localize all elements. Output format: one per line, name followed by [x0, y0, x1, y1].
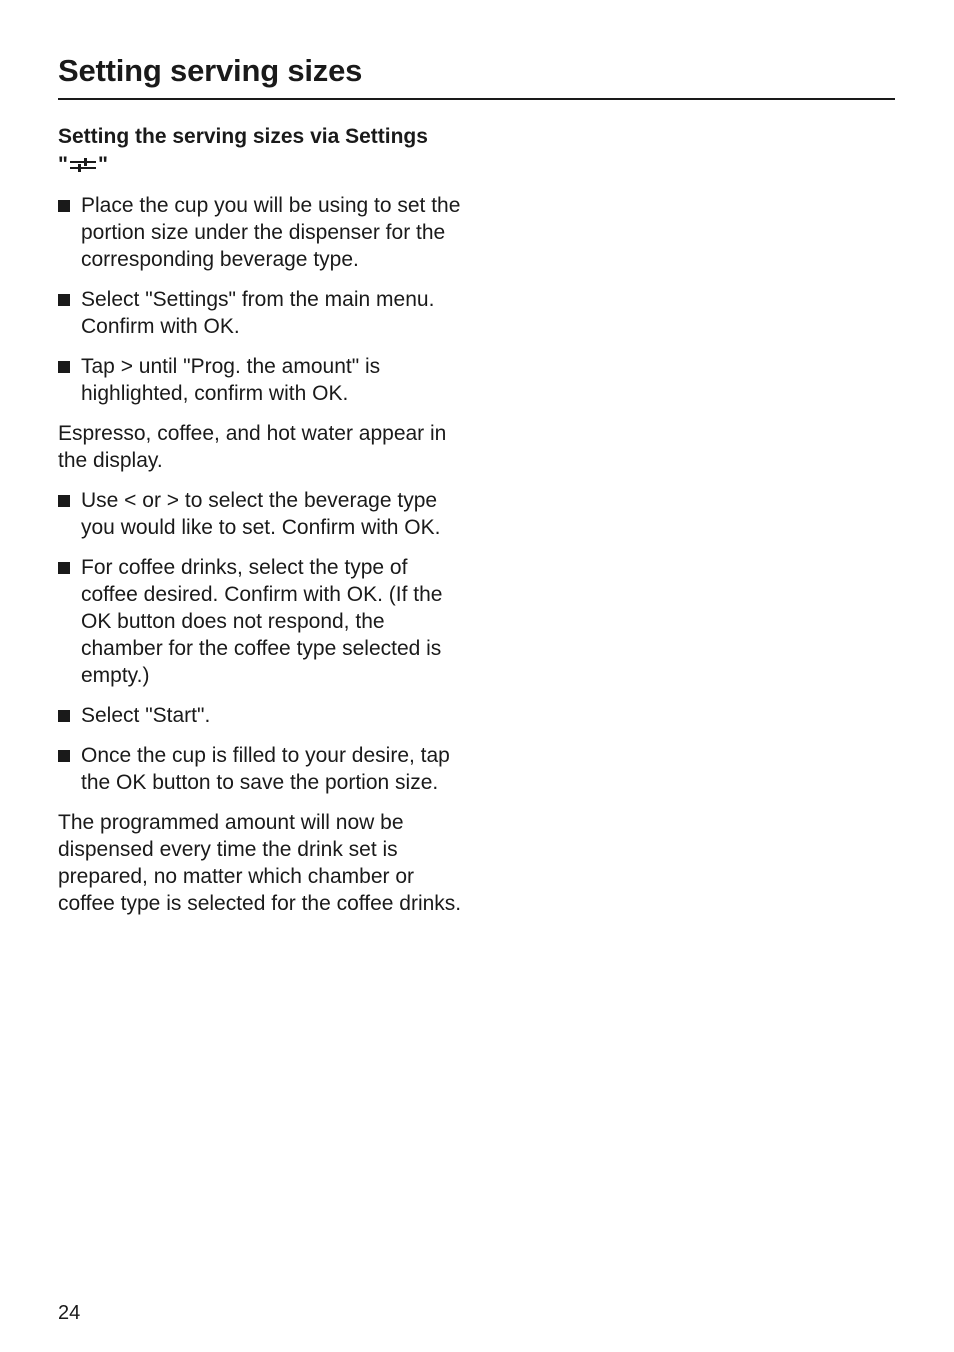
- main-content: [58, 123, 468, 930]
- bullet-square-icon: [58, 294, 70, 306]
- section-heading-text: Setting the serving sizes via Settings: [58, 125, 428, 148]
- section-heading: [58, 123, 468, 179]
- step-select-coffee-type: [58, 554, 468, 689]
- step-text: Select "Settings" from the main menu. Confirm with OK.: [81, 288, 435, 338]
- step-text: Place the cup you will be using to set the portion size under the dispenser for the corresponding beverage type.: [81, 194, 461, 271]
- bullet-square-icon: [58, 495, 70, 507]
- step-text: For coffee drinks, select the type of coffee desired. Confirm with OK. (If the OK button does not respond, the chamber for the coffee type selected is empty.): [81, 556, 443, 687]
- step-text: Select "Start".: [81, 704, 211, 727]
- heading-quote-open: ": [58, 153, 68, 176]
- step-text: Tap > until "Prog. the amount" is highlighted, confirm with OK.: [81, 355, 381, 405]
- heading-quote-close: ": [97, 153, 108, 176]
- bullet-square-icon: [58, 562, 70, 574]
- title-divider: [58, 98, 895, 100]
- step-text: Once the cup is filled to your desire, tap the OK button to save the portion size.: [81, 744, 450, 794]
- bullet-square-icon: [58, 361, 70, 373]
- bullet-square-icon: [58, 750, 70, 762]
- display-note: Espresso, coffee, and hot water appear in the display.: [58, 422, 447, 472]
- step-tap-prog-amount: [58, 353, 468, 407]
- bullet-square-icon: [58, 200, 70, 212]
- bullet-square-icon: [58, 710, 70, 722]
- settings-sliders-icon: [69, 157, 97, 173]
- step-select-start: [58, 702, 468, 729]
- step-select-beverage: [58, 487, 468, 541]
- programmed-amount-note: The programmed amount will now be dispensed every time the drink set is prepared, no matter which chamber or coffee type is selected for the coffee drinks.: [58, 811, 462, 915]
- step-save-portion: [58, 742, 468, 796]
- page-number: 24: [58, 1302, 81, 1324]
- step-select-settings: [58, 286, 468, 340]
- step-place-cup: [58, 192, 468, 273]
- step-text: Use < or > to select the beverage type you would like to set. Confirm with OK.: [81, 489, 441, 539]
- page-title: Setting serving sizes: [58, 53, 363, 88]
